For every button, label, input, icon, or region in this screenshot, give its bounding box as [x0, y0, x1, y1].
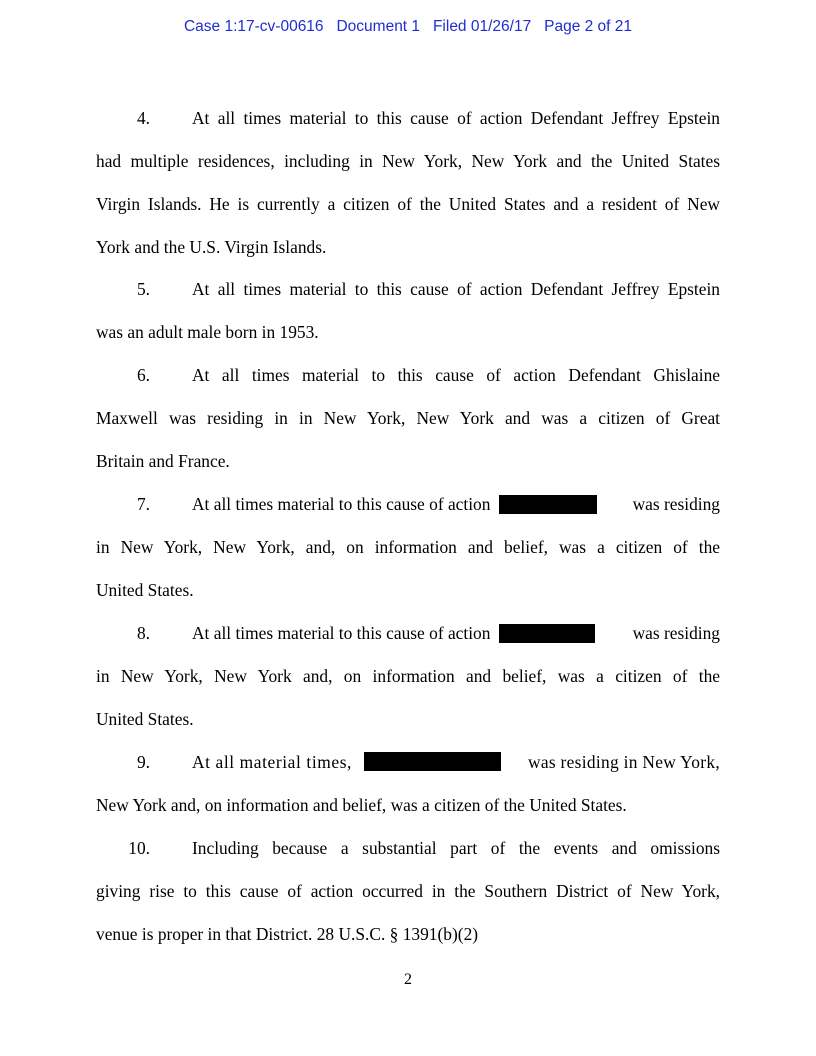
paragraph-line: New York and, on information and belief, was a citizen of the United States. — [96, 795, 627, 815]
redaction-box — [364, 752, 501, 771]
paragraph-line: Virgin Islands. He is currently a citizen of the United States and a resident of New — [96, 194, 720, 214]
lead-text-before-redaction: At all material times, — [192, 752, 353, 772]
paragraph-lead-text: At all times material to this cause of action Defendant Ghislaine — [192, 365, 720, 385]
paragraph-5 — [96, 278, 720, 364]
paragraph-lead-text: Including because a substantial part of the events and omissions — [192, 838, 720, 858]
redaction-box — [499, 624, 595, 643]
paragraph-number: 10. — [128, 838, 150, 858]
paragraph-first-line — [96, 107, 720, 150]
paragraph-line: was an adult male born in 1953. — [96, 322, 319, 342]
paragraph-first-line — [96, 493, 720, 536]
paragraph-line: in New York, New York, and, on information and belief, was a citizen of the — [96, 537, 720, 557]
paragraph-first-line — [96, 751, 720, 794]
paragraph-line: United States. — [96, 709, 194, 729]
paragraph-number: 8. — [136, 623, 150, 643]
lead-text-after-redaction: was residing — [632, 494, 720, 514]
page-number: 2 — [404, 971, 412, 988]
paragraph-first-line — [96, 622, 720, 665]
paragraph-line: York and the U.S. Virgin Islands. — [96, 237, 327, 257]
case-header: Case 1:17-cv-00616 Document 1 Filed 01/26/17 Page 2 of 21 — [183, 18, 633, 35]
paragraph-line: Britain and France. — [96, 451, 230, 471]
lead-text-before-redaction: At all times material to this cause of action — [192, 494, 491, 514]
paragraph-line: giving rise to this cause of action occurred in the Southern District of New York, — [96, 881, 720, 901]
paragraph-6 — [96, 364, 720, 493]
paragraph-lead-text: At all times material to this cause of action Defendant Jeffrey Epstein — [192, 108, 720, 128]
paragraph-lead-text: At all times material to this cause of action Defendant Jeffrey Epstein — [192, 279, 720, 299]
paragraph-lead-text — [192, 751, 720, 773]
paragraph-first-line — [96, 278, 720, 321]
paragraph-lead-text — [192, 622, 720, 644]
paragraph-first-line — [96, 837, 720, 880]
lead-text-after-redaction: was residing in New York, — [527, 752, 720, 772]
paragraph-number: 4. — [136, 108, 150, 128]
paragraph-first-line — [96, 364, 720, 407]
paragraph-line: Maxwell was residing in in New York, New York and was a citizen of Great — [96, 408, 720, 428]
paragraph-10 — [96, 837, 720, 966]
paragraph-number: 6. — [136, 365, 150, 385]
redaction-box — [499, 495, 597, 514]
paragraph-line: United States. — [96, 580, 194, 600]
paragraph-line: venue is proper in that District. 28 U.S.C. § 1391(b)(2) — [96, 924, 479, 944]
paragraph-7 — [96, 493, 720, 622]
paragraph-lead-text — [192, 493, 720, 515]
paragraph-number: 7. — [136, 494, 150, 514]
paragraph-line: had multiple residences, including in New York, New York and the United States — [96, 151, 720, 171]
paragraph-number: 9. — [136, 752, 150, 772]
paragraph-9 — [96, 751, 720, 837]
lead-text-after-redaction: was residing — [632, 623, 720, 643]
paragraph-4 — [96, 107, 720, 279]
paragraph-number: 5. — [136, 279, 150, 299]
lead-text-before-redaction: At all times material to this cause of action — [192, 623, 491, 643]
paragraph-8 — [96, 622, 720, 751]
paragraph-line: in New York, New York and, on information and belief, was a citizen of the — [96, 666, 720, 686]
